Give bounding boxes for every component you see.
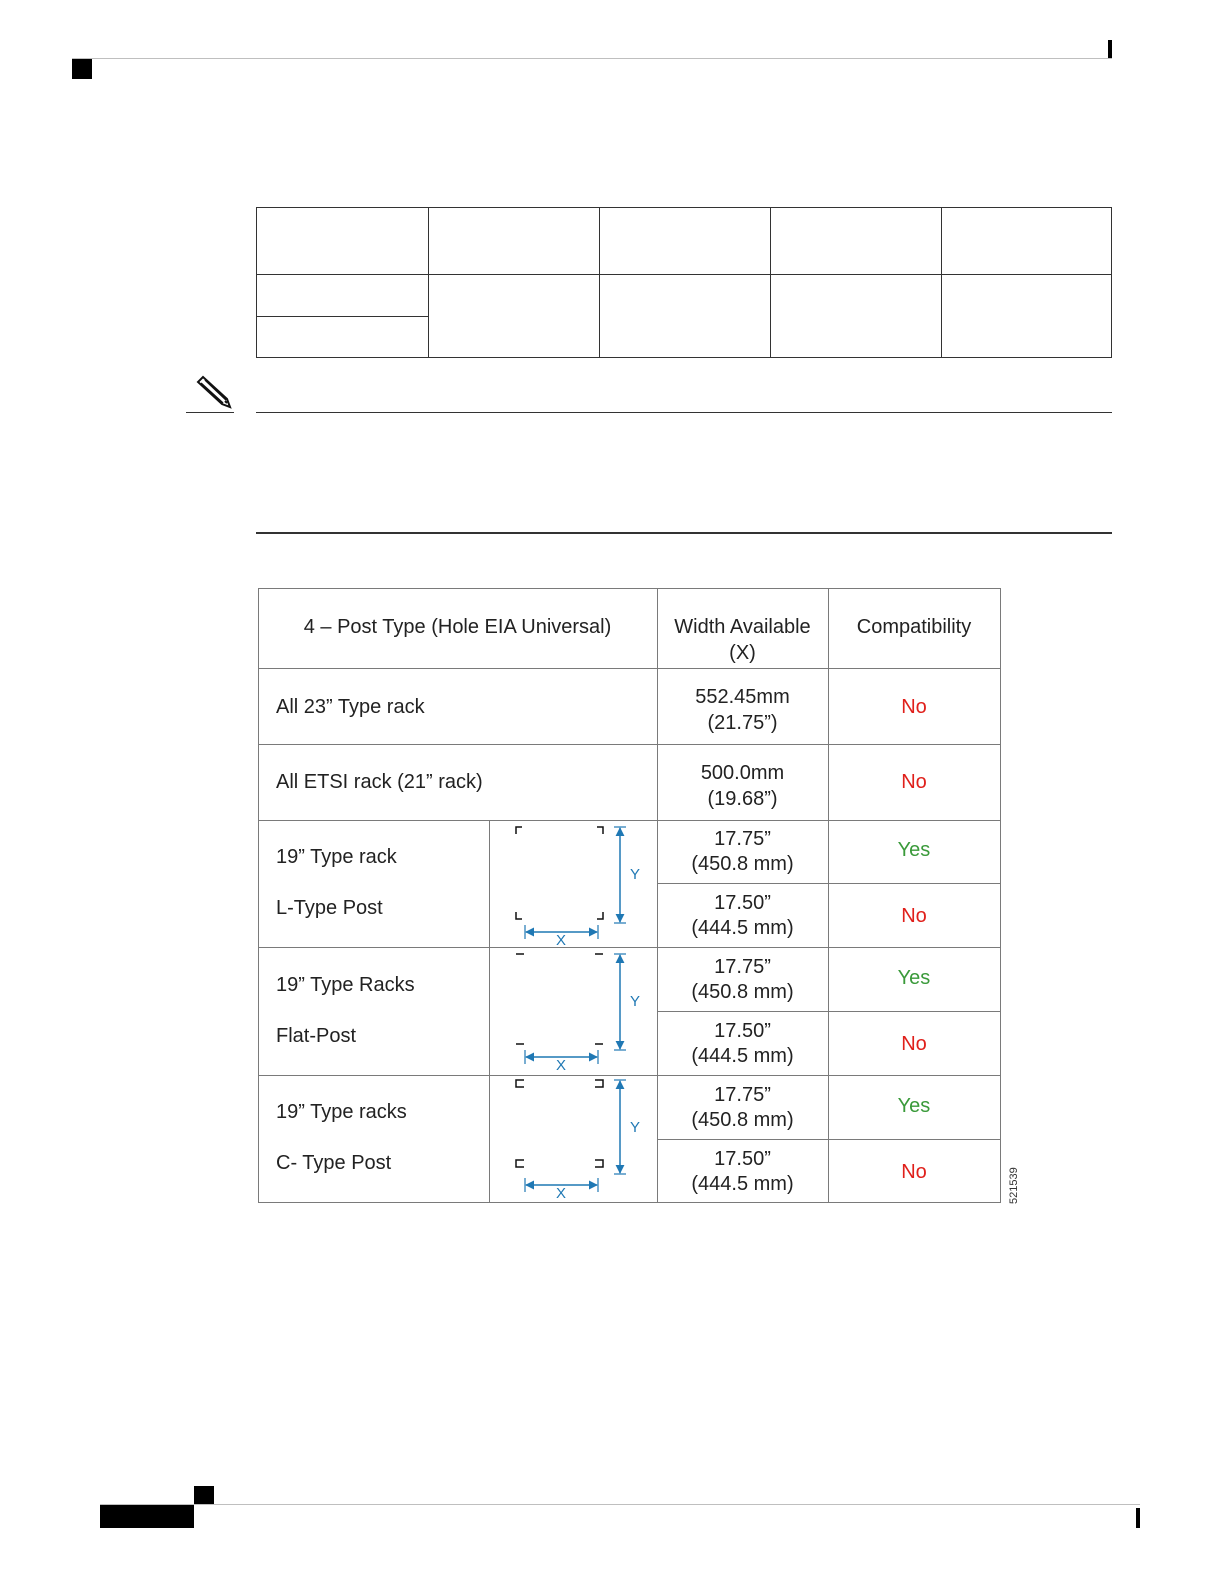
figure-border — [258, 588, 259, 1203]
header-tick — [1108, 40, 1112, 58]
footer-marker — [194, 1486, 214, 1504]
figure-border — [258, 588, 1001, 589]
table-divider — [770, 208, 771, 357]
width-value: 17.75” — [714, 956, 771, 978]
row-divider — [657, 1011, 1001, 1012]
compatibility-result: No — [901, 1033, 927, 1055]
row-divider — [258, 668, 1001, 669]
table-divider — [941, 208, 942, 357]
figure-id: 521539 — [1008, 1167, 1020, 1204]
table-row-divider — [257, 316, 428, 317]
width-value: 17.50” — [714, 1148, 771, 1170]
note-pencil-icon — [196, 372, 236, 410]
row-label-etsi-rack: All ETSI rack (21” rack) — [276, 771, 483, 793]
compatibility-result: Yes — [897, 967, 931, 989]
header-width-line1: Width Available — [674, 616, 811, 638]
x-dimension-label: X — [556, 1185, 567, 1202]
y-dimension-label: Y — [630, 1119, 641, 1136]
header-rule — [72, 58, 1112, 59]
group-label-post: L-Type Post — [276, 897, 383, 919]
header-width-line2: (X) — [729, 642, 756, 664]
row-divider — [657, 883, 1001, 884]
compatibility-result: No — [901, 771, 927, 793]
header-compatibility: Compatibility — [856, 616, 972, 638]
width-value: 17.50” — [714, 892, 771, 914]
width-value-mm: (444.5 mm) — [691, 917, 794, 939]
row-label-23-rack: All 23” Type rack — [276, 696, 425, 718]
width-value-mm: (444.5 mm) — [691, 1045, 794, 1067]
table-divider — [428, 208, 429, 357]
flat-post-diagram — [516, 954, 640, 1074]
group-label-rack: 19” Type Racks — [276, 974, 415, 996]
y-dimension-label: Y — [630, 866, 641, 883]
post-diagrams — [489, 820, 657, 1203]
table-row-divider — [257, 274, 1111, 275]
group-label-rack: 19” Type racks — [276, 1101, 407, 1123]
c-type-post-diagram — [516, 1080, 640, 1202]
y-dimension-label: Y — [630, 993, 641, 1010]
figure-border — [1000, 588, 1001, 1203]
compatibility-result: No — [901, 696, 927, 718]
header-post-type: 4 – Post Type (Hole EIA Universal) — [303, 616, 612, 638]
x-dimension-label: X — [556, 932, 567, 949]
x-dimension-label: X — [556, 1057, 567, 1074]
width-value: 17.75” — [714, 828, 771, 850]
row-divider — [657, 1139, 1001, 1140]
rack-compatibility-figure — [258, 588, 1001, 1203]
footer-rule — [100, 1504, 1140, 1505]
l-type-post-diagram — [516, 827, 640, 949]
width-value: 17.75” — [714, 1084, 771, 1106]
table-divider — [599, 208, 600, 357]
group-label-post: C- Type Post — [276, 1152, 392, 1174]
width-value-mm: (450.8 mm) — [691, 1109, 794, 1131]
header-marker — [72, 59, 92, 79]
compatibility-result: No — [901, 1161, 927, 1183]
compatibility-result: Yes — [897, 1095, 931, 1117]
note-bottom-rule — [256, 532, 1112, 534]
footer-tick — [1136, 1508, 1140, 1528]
compatibility-result: No — [901, 905, 927, 927]
footer-page-tab — [100, 1505, 194, 1528]
figure-id-container — [1008, 1160, 1038, 1210]
group-label-post: Flat-Post — [276, 1025, 357, 1047]
width-value-inches: (19.68”) — [707, 788, 778, 810]
rack-spec-table — [256, 207, 1112, 358]
compatibility-result: Yes — [897, 839, 931, 861]
note-top-rule — [256, 412, 1112, 413]
note-icon-rule — [186, 412, 234, 413]
width-value-mm: (450.8 mm) — [691, 981, 794, 1003]
row-divider — [258, 744, 1001, 745]
width-value: 552.45mm — [695, 686, 790, 708]
width-value-inches: (21.75”) — [707, 712, 778, 734]
width-value: 17.50” — [714, 1020, 771, 1042]
width-value-mm: (450.8 mm) — [691, 853, 794, 875]
group-label-rack: 19” Type rack — [276, 846, 397, 868]
width-value-mm: (444.5 mm) — [691, 1173, 794, 1195]
width-value: 500.0mm — [700, 762, 785, 784]
